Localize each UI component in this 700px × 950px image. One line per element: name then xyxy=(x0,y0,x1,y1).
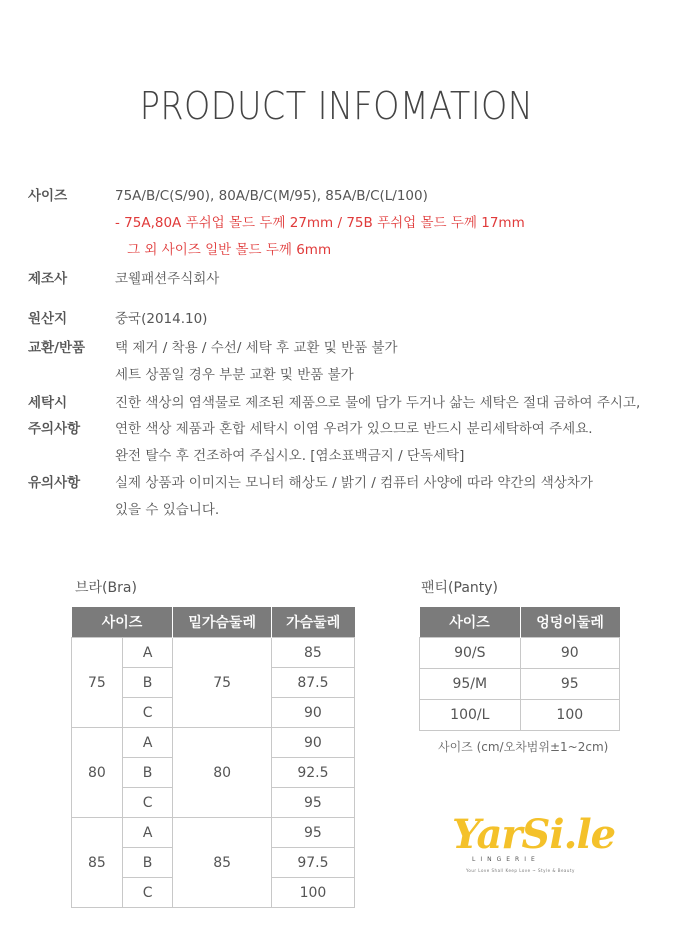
bra-header-size: 사이즈 xyxy=(72,607,173,638)
exchange-label: 교환/반품 xyxy=(28,340,86,356)
bra-cup-cell: C xyxy=(122,878,173,908)
maker-value: 코웰패션주식회사 xyxy=(115,271,220,287)
bra-band-cell: 85 xyxy=(72,818,123,908)
bra-bust-cell: 95 xyxy=(271,788,354,818)
size-note-1: - 75A,80A 푸쉬업 몰드 두께 27mm / 75B 푸쉬업 몰드 두께 17mm xyxy=(115,215,525,231)
logo-wordmark: YarSi.le xyxy=(452,811,616,858)
panty-size-table xyxy=(419,607,620,731)
panty-header-size: 사이즈 xyxy=(420,607,521,638)
panty-hip-cell: 90 xyxy=(520,638,619,669)
panty-hip-cell: 100 xyxy=(520,700,619,731)
maker-label: 제조사 xyxy=(28,271,68,287)
origin-label: 원산지 xyxy=(28,311,68,327)
caution-label: 유의사항 xyxy=(28,475,81,491)
size-label: 사이즈 xyxy=(28,188,68,204)
bra-bust-cell: 90 xyxy=(271,698,354,728)
bra-bust-cell: 90 xyxy=(271,728,354,758)
bra-cup-cell: B xyxy=(122,758,173,788)
bra-bust-cell: 97.5 xyxy=(271,848,354,878)
table-row xyxy=(72,728,355,758)
exchange-line-2: 세트 상품일 경우 부분 교환 및 반품 불가 xyxy=(115,367,354,383)
bra-cup-cell: A xyxy=(122,818,173,848)
bra-title: 브라(Bra) xyxy=(75,580,137,596)
bra-size-table xyxy=(71,607,355,908)
table-row xyxy=(420,700,620,731)
bra-cup-cell: C xyxy=(122,788,173,818)
caution-line-2: 있을 수 있습니다. xyxy=(115,502,220,518)
wash-line-3: 완전 탈수 후 건조하여 주십시오. [염소표백금지 / 단독세탁] xyxy=(115,448,465,464)
exchange-line-1: 택 제거 / 착용 / 수선/ 세탁 후 교환 및 반품 불가 xyxy=(115,340,398,356)
bra-cup-cell: A xyxy=(122,638,173,668)
page-title: PRODUCT INFOMATION xyxy=(139,84,534,128)
bra-cup-cell: B xyxy=(122,668,173,698)
panty-size-cell: 100/L xyxy=(420,700,521,731)
panty-size-note: 사이즈 (cm/오차범위±1~2cm) xyxy=(438,740,609,754)
bra-header-underbust: 밑가슴둘레 xyxy=(173,607,271,638)
bra-band-cell: 80 xyxy=(72,728,123,818)
brand-logo xyxy=(452,811,616,882)
wash-line-2: 연한 색상 제품과 혼합 세탁시 이염 우려가 있으므로 반드시 분리세탁하여 주세요. xyxy=(115,421,593,437)
panty-hip-cell: 95 xyxy=(520,669,619,700)
bra-band-cell: 75 xyxy=(72,638,123,728)
table-row xyxy=(72,818,355,848)
table-row xyxy=(420,638,620,669)
bra-cup-cell: A xyxy=(122,728,173,758)
size-value: 75A/B/C(S/90), 80A/B/C(M/95), 85A/B/C(L/100) xyxy=(115,188,428,204)
size-note-2: 그 외 사이즈 일반 몰드 두께 6mm xyxy=(127,242,332,258)
panty-size-cell: 90/S xyxy=(420,638,521,669)
bra-underbust-cell: 80 xyxy=(173,728,271,818)
bra-bust-cell: 100 xyxy=(271,878,354,908)
panty-size-cell: 95/M xyxy=(420,669,521,700)
bra-bust-cell: 87.5 xyxy=(271,668,354,698)
bra-cup-cell: B xyxy=(122,848,173,878)
logo-tagline: Your Love Shall Keep Love ~ Style & Beauty xyxy=(466,868,575,873)
bra-bust-cell: 95 xyxy=(271,818,354,848)
bra-underbust-cell: 75 xyxy=(173,638,271,728)
origin-value: 중국(2014.10) xyxy=(115,311,208,327)
wash-label-1: 세탁시 xyxy=(28,395,68,411)
logo-lingerie: LINGERIE xyxy=(472,856,540,863)
bra-underbust-cell: 85 xyxy=(173,818,271,908)
panty-title: 팬티(Panty) xyxy=(421,580,499,596)
wash-line-1: 진한 색상의 염색물로 제조된 제품으로 물에 담가 두거나 삶는 세탁은 절대 금하여 주시고, xyxy=(115,395,641,411)
bra-cup-cell: C xyxy=(122,698,173,728)
table-row xyxy=(72,638,355,668)
panty-header-hip: 엉덩이둘레 xyxy=(520,607,619,638)
caution-line-1: 실제 상품과 이미지는 모니터 해상도 / 밝기 / 컴퓨터 사양에 따라 약간의 색상차가 xyxy=(115,475,593,491)
bra-bust-cell: 85 xyxy=(271,638,354,668)
table-row xyxy=(420,669,620,700)
bra-header-bust: 가슴둘레 xyxy=(271,607,354,638)
wash-label-2: 주의사항 xyxy=(28,421,81,437)
bra-bust-cell: 92.5 xyxy=(271,758,354,788)
